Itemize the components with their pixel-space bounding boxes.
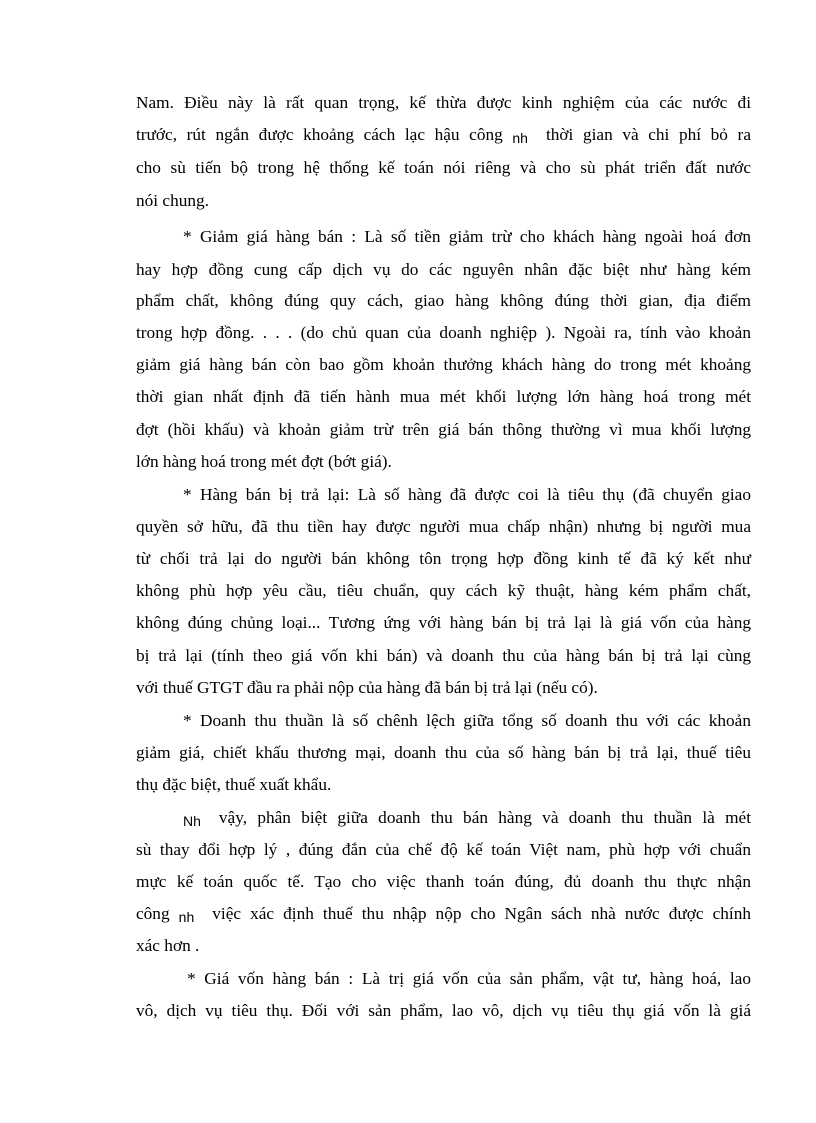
text-line: * Doanh thu thuần là số chênh lệch giữa tổng số doanh thu với các khoản (183, 711, 751, 730)
text-fragment: công (136, 904, 170, 923)
text-fragment: trước, rút ngắn được khoảng cách lạc hậu công (136, 125, 503, 144)
text-line: quyền sở hữu, đã thu tiền hay được người mua chấp nhận) nhưng bị người mua (136, 517, 751, 536)
text-line: không phù hợp yêu cầu, tiêu chuẩn, quy cách kỹ thuật, hàng kém phẩm chất, (136, 581, 751, 600)
text-line: * Hàng bán bị trả lại: Là số hàng đã được coi là tiêu thụ (đã chuyển giao (183, 485, 751, 504)
text-line: với thuế GTGT đầu ra phải nộp của hàng đã bán bị trả lại (nếu có). (136, 678, 598, 697)
text-line: từ chối trả lại do người bán không tôn trọng hợp đồng kinh tế đã ký kết như (136, 549, 751, 568)
text-line (136, 902, 751, 926)
text-fragment-nh: nh (178, 909, 195, 925)
text-line: Nam. Điều này là rất quan trọng, kế thừa được kinh nghiệm của các nước đi (136, 93, 751, 112)
text-line: hay hợp đồng cung cấp dịch vụ do các nguyên nhân đặc biệt như hàng kém (136, 260, 751, 279)
text-fragment-nh: Nh (183, 813, 201, 829)
text-line: lớn hàng hoá trong mét đợt (bớt giá). (136, 452, 392, 471)
text-line: thụ đặc biệt, thuế xuất khẩu. (136, 775, 332, 794)
text-line: * Giảm giá hàng bán : Là số tiền giảm trừ cho khách hàng ngoài hoá đơn (183, 227, 751, 246)
text-line (136, 123, 751, 147)
text-line: giảm giá hàng bán còn bao gồm khoản thưởng khách hàng do trong mét khoảng (136, 355, 751, 374)
text-fragment-nh: nh (512, 130, 528, 146)
text-line: giảm giá, chiết khấu thương mại, doanh thu của số hàng bán bị trả lại, thuế tiêu (136, 743, 751, 762)
text-line: * Giá vốn hàng bán : Là trị giá vốn của sản phẩm, vật tư, hàng hoá, lao (187, 969, 751, 988)
text-line: mực kế toán quốc tế. Tạo cho việc thanh toán đúng, đủ doanh thu thực nhận (136, 872, 751, 891)
text-line: nói chung. (136, 191, 209, 210)
text-line: sù thay đổi hợp lý , đúng đắn của chế độ kế toán Việt nam, phù hợp với chuẩn (136, 840, 751, 859)
text-fragment: việc xác định thuế thu nhập nộp cho Ngân sách nhà nước được chính (212, 904, 751, 923)
text-line: bị trả lại (tính theo giá vốn khi bán) và doanh thu của hàng bán bị trả lại cùng (136, 646, 751, 665)
text-line: vô, dịch vụ tiêu thụ. Đối với sản phẩm, lao vô, dịch vụ tiêu thụ giá vốn là giá (136, 1001, 751, 1020)
text-line: trong hợp đồng. . . . (do chủ quan của doanh nghiệp ). Ngoài ra, tính vào khoản (136, 323, 751, 342)
text-fragment: vậy, phân biệt giữa doanh thu bán hàng và doanh thu thuần là mét (218, 808, 751, 827)
text-line: đợt (hồi khấu) và khoản giảm trừ trên giá bán thông thường vì mua khối lượng (136, 420, 751, 439)
text-line: phẩm chất, không đúng quy cách, giao hàng không đúng thời gian, địa điểm (136, 291, 751, 310)
text-line: xác hơn . (136, 936, 200, 955)
text-line (183, 806, 751, 830)
text-line: không đúng chủng loại... Tương ứng với hàng bán bị trả lại là giá vốn của hàng (136, 613, 751, 632)
text-line: cho sù tiến bộ trong hệ thống kế toán nói riêng và cho sù phát triển đất nước (136, 158, 751, 177)
text-fragment: thời gian và chi phí bỏ ra (545, 125, 751, 144)
text-line: thời gian nhất định đã tiến hành mua mét khối lượng lớn hàng hoá trong mét (136, 387, 751, 406)
